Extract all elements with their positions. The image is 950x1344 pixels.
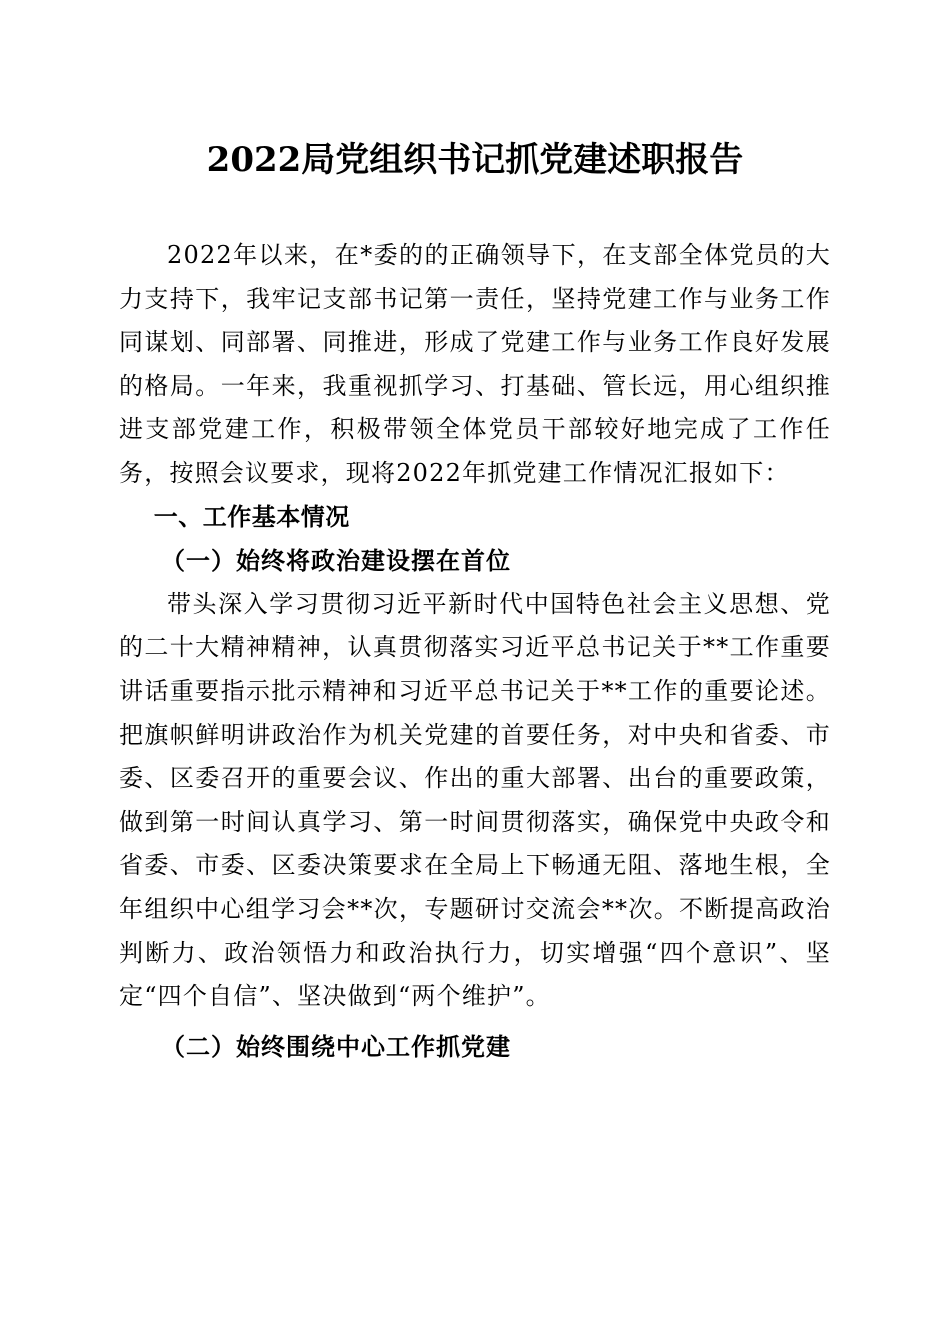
intro-paragraph: 2022年以来，在*委的的正确领导下，在支部全体党员的大力支持下，我牢记支部书记第一责任，坚持党建工作与业务工作同谋划、同部署、同推进，形成了党建工作与业务工作良好发展的格局。一年来，我重视抓学习、打基础、管长远，用心组织推进支部党建工作，积极带领全体党员干部较好地完成了工作任务，按照会议要求，现将2022年抓党建工作情况汇报如下： (119, 241, 831, 487)
subsection-heading-2: （二）始终围绕中心工作抓党建 (161, 1031, 511, 1061)
section-heading-1: 一、工作基本情况 (153, 502, 350, 531)
document-title: 2022局党组织书记抓党建述职报告 (206, 140, 744, 180)
subsection-heading-1: （一）始终将政治建设摆在首位 (161, 546, 511, 576)
subsection-1-paragraph: 带头深入学习贯彻习近平新时代中国特色社会主义思想、党的二十大精神精神，认真贯彻落实习近平总书记关于**工作重要讲话重要指示批示精神和习近平总书记关于**工作的重要论述。把旗帜鲜明讲政治作为机关党建的首要任务，对中央和省委、市委、区委召开的重要会议、作出的重大部署、出台的重要政策，做到第一时间认真学习、第一时间贯彻落实，确保党中央政令和省委、市委、区委决策要求在全局上下畅通无阻、落地生根，全年组织中心组学习会**次，专题研讨交流会**次。不断提高政治判断力、政治领悟力和政治执行力，切实增强“四个意识”、坚定“四个自信”、坚决做到“两个维护”。 (119, 589, 831, 1011)
document-body (119, 234, 831, 1068)
